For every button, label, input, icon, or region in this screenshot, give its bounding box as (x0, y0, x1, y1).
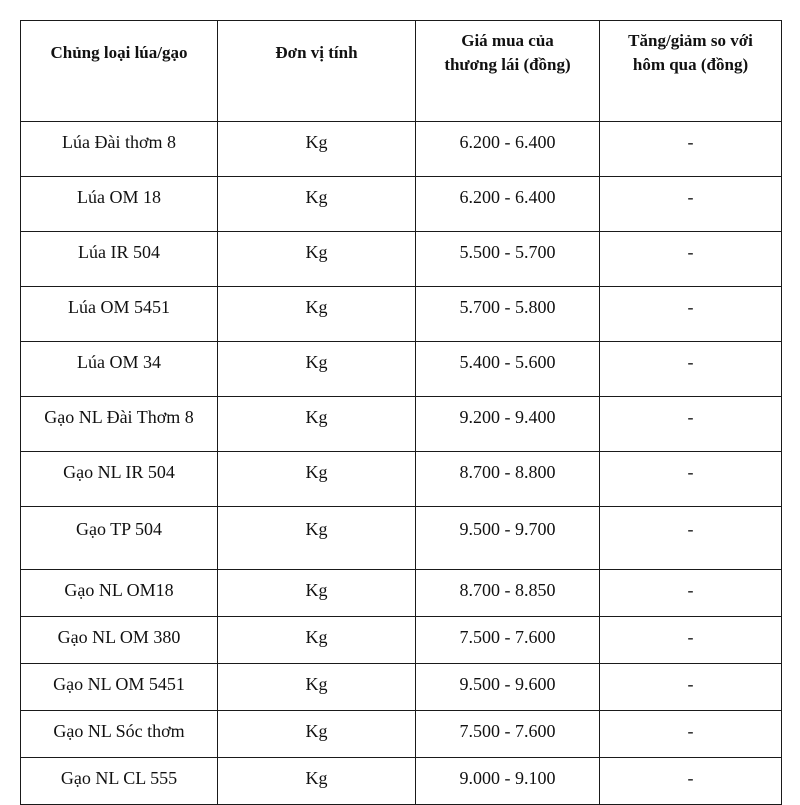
cell-type: Gạo NL OM 5451 (21, 664, 218, 711)
cell-change: - (600, 342, 782, 397)
table-row (21, 232, 782, 287)
cell-price: 9.200 - 9.400 (416, 397, 600, 452)
cell-type: Lúa OM 34 (21, 342, 218, 397)
table-row (21, 122, 782, 177)
cell-type: Gạo NL Đài Thơm 8 (21, 397, 218, 452)
cell-unit: Kg (218, 397, 416, 452)
cell-change: - (600, 287, 782, 342)
cell-unit: Kg (218, 507, 416, 570)
cell-change: - (600, 758, 782, 805)
header-price-line-1: Giá mua của (461, 31, 554, 50)
cell-unit: Kg (218, 664, 416, 711)
cell-change: - (600, 617, 782, 664)
cell-change: - (600, 570, 782, 617)
table-row (21, 664, 782, 711)
table-row (21, 452, 782, 507)
table-row (21, 617, 782, 664)
header-change-line-1: Tăng/giảm so với (628, 31, 753, 50)
header-type-label: Chủng loại lúa/gạo (50, 43, 188, 62)
cell-unit: Kg (218, 232, 416, 287)
cell-type: Gạo NL OM 380 (21, 617, 218, 664)
cell-type: Gạo NL OM18 (21, 570, 218, 617)
cell-price: 9.000 - 9.100 (416, 758, 600, 805)
header-row (21, 21, 782, 122)
cell-change: - (600, 177, 782, 232)
cell-price: 9.500 - 9.600 (416, 664, 600, 711)
header-type (21, 21, 218, 122)
cell-price: 5.700 - 5.800 (416, 287, 600, 342)
cell-price: 6.200 - 6.400 (416, 122, 600, 177)
cell-price: 8.700 - 8.800 (416, 452, 600, 507)
cell-price: 6.200 - 6.400 (416, 177, 600, 232)
rice-price-table (20, 20, 782, 805)
cell-price: 9.500 - 9.700 (416, 507, 600, 570)
table-row (21, 711, 782, 758)
cell-unit: Kg (218, 177, 416, 232)
cell-type: Lúa OM 18 (21, 177, 218, 232)
table-row (21, 570, 782, 617)
cell-price: 7.500 - 7.600 (416, 617, 600, 664)
header-unit-label: Đơn vị tính (275, 43, 358, 62)
cell-price: 7.500 - 7.600 (416, 711, 600, 758)
table-row (21, 342, 782, 397)
header-unit (218, 21, 416, 122)
header-price (416, 21, 600, 122)
cell-type: Lúa OM 5451 (21, 287, 218, 342)
cell-change: - (600, 711, 782, 758)
cell-unit: Kg (218, 122, 416, 177)
cell-unit: Kg (218, 617, 416, 664)
cell-type: Lúa Đài thơm 8 (21, 122, 218, 177)
cell-unit: Kg (218, 287, 416, 342)
cell-change: - (600, 232, 782, 287)
cell-type: Gạo NL Sóc thơm (21, 711, 218, 758)
cell-type: Lúa IR 504 (21, 232, 218, 287)
cell-change: - (600, 122, 782, 177)
cell-change: - (600, 452, 782, 507)
cell-unit: Kg (218, 758, 416, 805)
cell-change: - (600, 507, 782, 570)
cell-change: - (600, 397, 782, 452)
table-row (21, 177, 782, 232)
table-row (21, 397, 782, 452)
cell-price: 8.700 - 8.850 (416, 570, 600, 617)
cell-price: 5.400 - 5.600 (416, 342, 600, 397)
cell-unit: Kg (218, 711, 416, 758)
header-change-line-2: hôm qua (đồng) (632, 55, 749, 74)
cell-unit: Kg (218, 570, 416, 617)
cell-type: Gạo TP 504 (21, 507, 218, 570)
cell-type: Gạo NL CL 555 (21, 758, 218, 805)
cell-price: 5.500 - 5.700 (416, 232, 600, 287)
header-price-line-2: thương lái (đồng) (444, 55, 571, 74)
cell-type: Gạo NL IR 504 (21, 452, 218, 507)
table-row (21, 287, 782, 342)
cell-change: - (600, 664, 782, 711)
table-row (21, 507, 782, 570)
table-row (21, 758, 782, 805)
cell-unit: Kg (218, 452, 416, 507)
header-change (600, 21, 782, 122)
cell-unit: Kg (218, 342, 416, 397)
